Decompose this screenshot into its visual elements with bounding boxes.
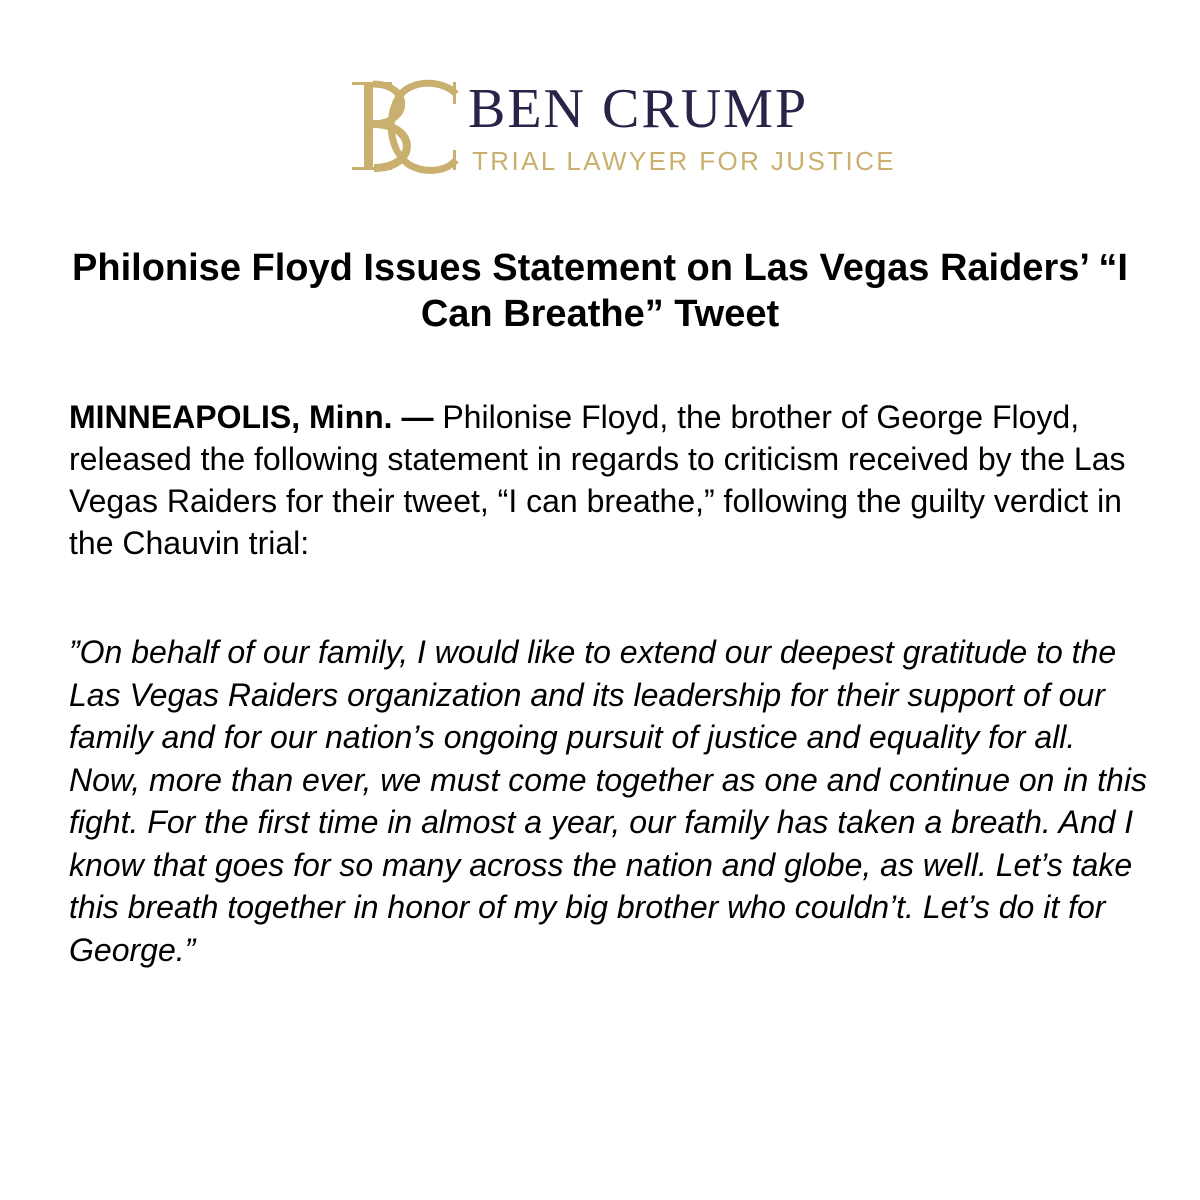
- statement-quote: ”On behalf of our family, I would like to extend our deepest gratitude to the Las Vegas Raiders organization and its leadership for their support of our family and for our nation’s ongoing pursuit of justice and equality for all. Now, more than ever, we must come together as one and continue on in this fight. For the first time in almost a year, our family has taken a breath. And I know that goes for so many across the nation and globe, as well. Let’s take this breath together in honor of my big brother who couldn’t. Let’s do it for George.”: [69, 634, 1147, 968]
- brand-name: BEN CRUMP: [468, 78, 809, 140]
- lead-paragraph: [69, 396, 1149, 564]
- dateline: MINNEAPOLIS, Minn. —: [69, 399, 434, 435]
- brand-tagline: TRIAL LAWYER FOR JUSTICE: [472, 146, 897, 176]
- ben-crump-logo: [352, 76, 897, 176]
- headline: Philonise Floyd Issues Statement on Las Vegas Raiders’ “I Can Breathe” Tweet: [72, 247, 1128, 335]
- lead-text: Philonise Floyd, the brother of George Floyd, released the following statement in regards to criticism received by the Las Vegas Raiders for their tweet, “I can breathe,” following the guilty verdict in the Chauvin trial:: [69, 399, 1126, 561]
- bc-monogram-logo-icon: [352, 76, 460, 176]
